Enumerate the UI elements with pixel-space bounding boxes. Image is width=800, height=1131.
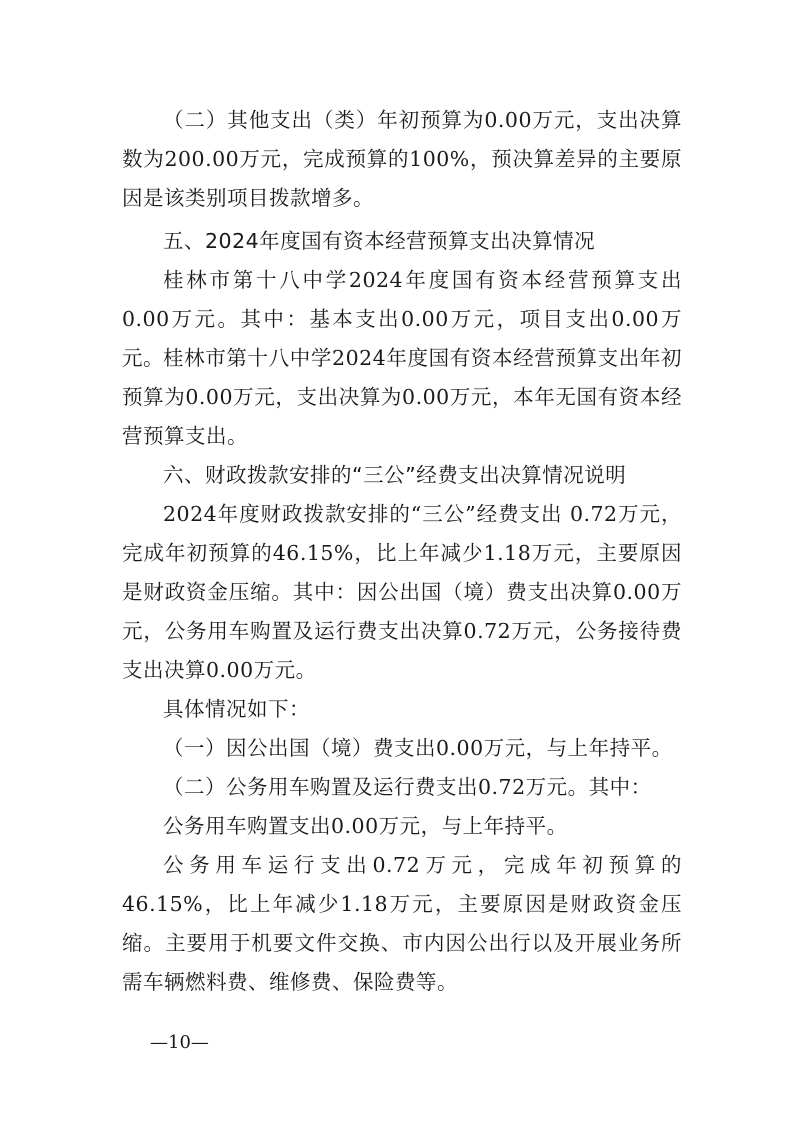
paragraph-vehicle-purchase: 公务用车购置支出0.00万元，与上年持平。 xyxy=(163,814,568,838)
paragraph-overseas-travel: （一）因公出国（境）费支出0.00万元，与上年持平。 xyxy=(163,736,673,760)
section-heading-five: 五、2024年度国有资本经营预算支出决算情况 xyxy=(163,229,596,253)
section-heading-six: 六、财政拨款安排的“三公”经费支出决算情况说明 xyxy=(163,463,627,487)
paragraph-vehicle-expenses: （二）公务用车购置及运行费支出0.72万元。其中： xyxy=(163,775,652,799)
paragraph-other-expenditure: （二）其他支出（类）年初预算为0.00万元，支出决算数为200.00万元，完成预算的100%，预决算差异的主要原因是该类别项目拨款增多。 xyxy=(122,108,682,210)
paragraph-state-capital-expenditure: 桂林市第十八中学2024年度国有资本经营预算支出0.00万元。其中：基本支出0.00万元，项目支出0.00万元。 xyxy=(122,268,682,370)
paragraph-vehicle-operation: 公务用车运行支出0.72万元，完成年初预算的46.15%，比上年减少1.18万元，主要原因是财政资金压缩。主要用于机要文件交换、市内因公出行以及开展业务所需车辆燃料费、维修费、保险费等。 xyxy=(122,853,682,994)
paragraph-details-intro: 具体情况如下： xyxy=(163,697,310,721)
paragraph-three-public-expenses: 2024年度财政拨款安排的“三公”经费支出 0.72万元，完成年初预算的46.15%，比上年减少1.18万元，主要原因是财政资金压缩。其中：因公出国（境）费支出决算0.00万元，公务用车购置及运行费支出决算0.72万元，公务接待费支出决算0.00万元。 xyxy=(122,502,682,682)
paragraph-state-capital-budget: 桂林市第十八中学2024年度国有资本经营预算支出年初预算为0.00万元，支出决算为0.00万元，本年无国有资本经营预算支出。 xyxy=(122,346,682,448)
page-number: —10— xyxy=(150,1032,209,1053)
